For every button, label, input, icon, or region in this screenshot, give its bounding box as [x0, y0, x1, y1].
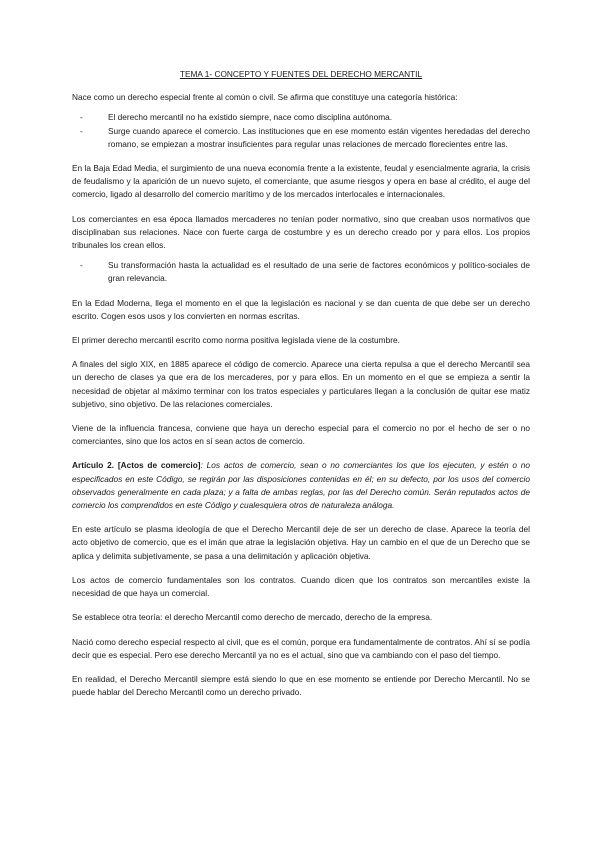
- document-page: [72, 68, 530, 710]
- list-item-text: Su transformación hasta la actualidad es el resultado de una serie de factores económicos y político-sociales de gran relevancia.: [108, 260, 530, 284]
- paragraph-realidad: En realidad, el Derecho Mercantil siempre está siendo lo que en ese momento se entiende por Derecho Mercantil. No se puede hablar del Derecho Mercantil como un derecho privado.: [72, 673, 530, 698]
- list-item-text: El derecho mercantil no ha existido siempre, nace como disciplina autónoma.: [108, 112, 393, 123]
- article-label: Artículo 2. [Actos de comercio]: [72, 460, 201, 471]
- list-item-text: Surge cuando aparece el comercio. Las instituciones que en ese momento están vigentes heredadas del derecho romano, se empiezan a mostrar insuficientes para regular unas relaciones de mercado florecientes entre las.: [108, 125, 530, 149]
- list-item: [72, 111, 530, 124]
- bullet-list-transformation: [72, 259, 530, 285]
- paragraph-ideologia: En este artículo se plasma ideología de que el Derecho Mercantil deje de ser un derecho de clase. Aparece la teoría del acto objetivo de comercio, que es el imán que atrae la legislación objetiva. Hay un cambio en el que de un Derecho que se aplica y delimita subjetivamente, se pasa a una delimitación y aplicación objetiva.: [72, 524, 530, 561]
- paragraph-edad-moderna: En la Edad Moderna, llega el momento en el que la legislación es nacional y se dan cuenta de que debe ser un derecho escrito. Cogen esos usos y los convierten en normas escritas.: [72, 297, 530, 321]
- paragraph-baja-edad-media: En la Baja Edad Media, el surgimiento de una nueva economía frente a la existente, feudal y esencialmente agraria, la crisis de feudalismo y la aparición de un nuevo sujeto, el comerciante, que asume riesgos y opera en base al crédito, el auge del comercio, ligado al desarrollo del comercio marítimo y de los mercados interlocales e internacionales.: [72, 163, 530, 200]
- paragraph-contratos: Los actos de comercio fundamentales son los contratos. Cuando dicen que los contratos son mercantiles existe la necesidad de que haya un comercial.: [72, 574, 530, 599]
- article-text: : Los actos de comercio, sean o no comerciantes los que los ejecuten, y estén o no especificados en este Código, se regirán por las disposiciones contenidas en él; en su defecto, por los usos del comercio observados generalmente en cada plaza; y a falta de ambas reglas, por las del Derecho común. Serán reputados actos de comercio los comprendidos en este Código y cualesquiera otros de naturaleza análoga.: [72, 460, 531, 511]
- dash-bullet: -: [80, 260, 83, 271]
- paragraph-comerciantes: Los comerciantes en esa época llamados mercaderes no tenían poder normativo, sino que creaban usos normativos que disciplinaban sus relaciones. Nace con fuerte carga de costumbre y es un derecho creado por y para ellos. Los propios tribunales los crean ellos.: [72, 213, 530, 251]
- paragraph-nacio: Nació como derecho especial respecto al civil, que es el común, porque era fundamentalmente de contratos. Ahí sí se podía decir que es especial. Pero ese derecho Mercantil ya no es el actual, sino que va cambiando con el paso del tiempo.: [72, 636, 530, 660]
- dash-bullet: -: [80, 125, 83, 136]
- bullet-list-origins: [72, 111, 530, 151]
- paragraph-influencia-francesa: Viene de la influencia francesa, conviene que haya un derecho especial para el comercio no por el hecho de ser o no comerciantes, sino que los actos en sí sean actos de comercio.: [72, 423, 530, 447]
- list-item: [72, 125, 530, 151]
- paragraph-finales-siglo: A finales del siglo XIX, en 1885 aparece el código de comercio. Aparece una cierta repulsa a que el derecho Mercantil sea un derecho de clases ya que era de los mercaderes, por y para ellos. En un momento en el que se empieza a sentir la necesidad de objetar al máximo terminar con los tratos especiales y particulares llegan a la conclusión de quitar ese matiz subjetivo, sino objetivo. De las relaciones comerciales.: [72, 359, 530, 409]
- dash-bullet: -: [80, 112, 83, 123]
- paragraph-articulo-2: [72, 459, 530, 512]
- paragraph-primer-derecho: El primer derecho mercantil escrito como norma positiva legislada viene de la costumbre.: [72, 335, 400, 346]
- document-title: TEMA 1- CONCEPTO Y FUENTES DEL DERECHO MERCANTIL: [179, 69, 423, 79]
- paragraph-intro: Nace como un derecho especial frente al común o civil. Se afirma que constituye una categoría histórica:: [72, 92, 458, 103]
- paragraph-otra-teoria: Se establece otra teoría: el derecho Mercantil como derecho de mercado, derecho de la empresa.: [72, 612, 433, 623]
- list-item: [72, 259, 530, 285]
